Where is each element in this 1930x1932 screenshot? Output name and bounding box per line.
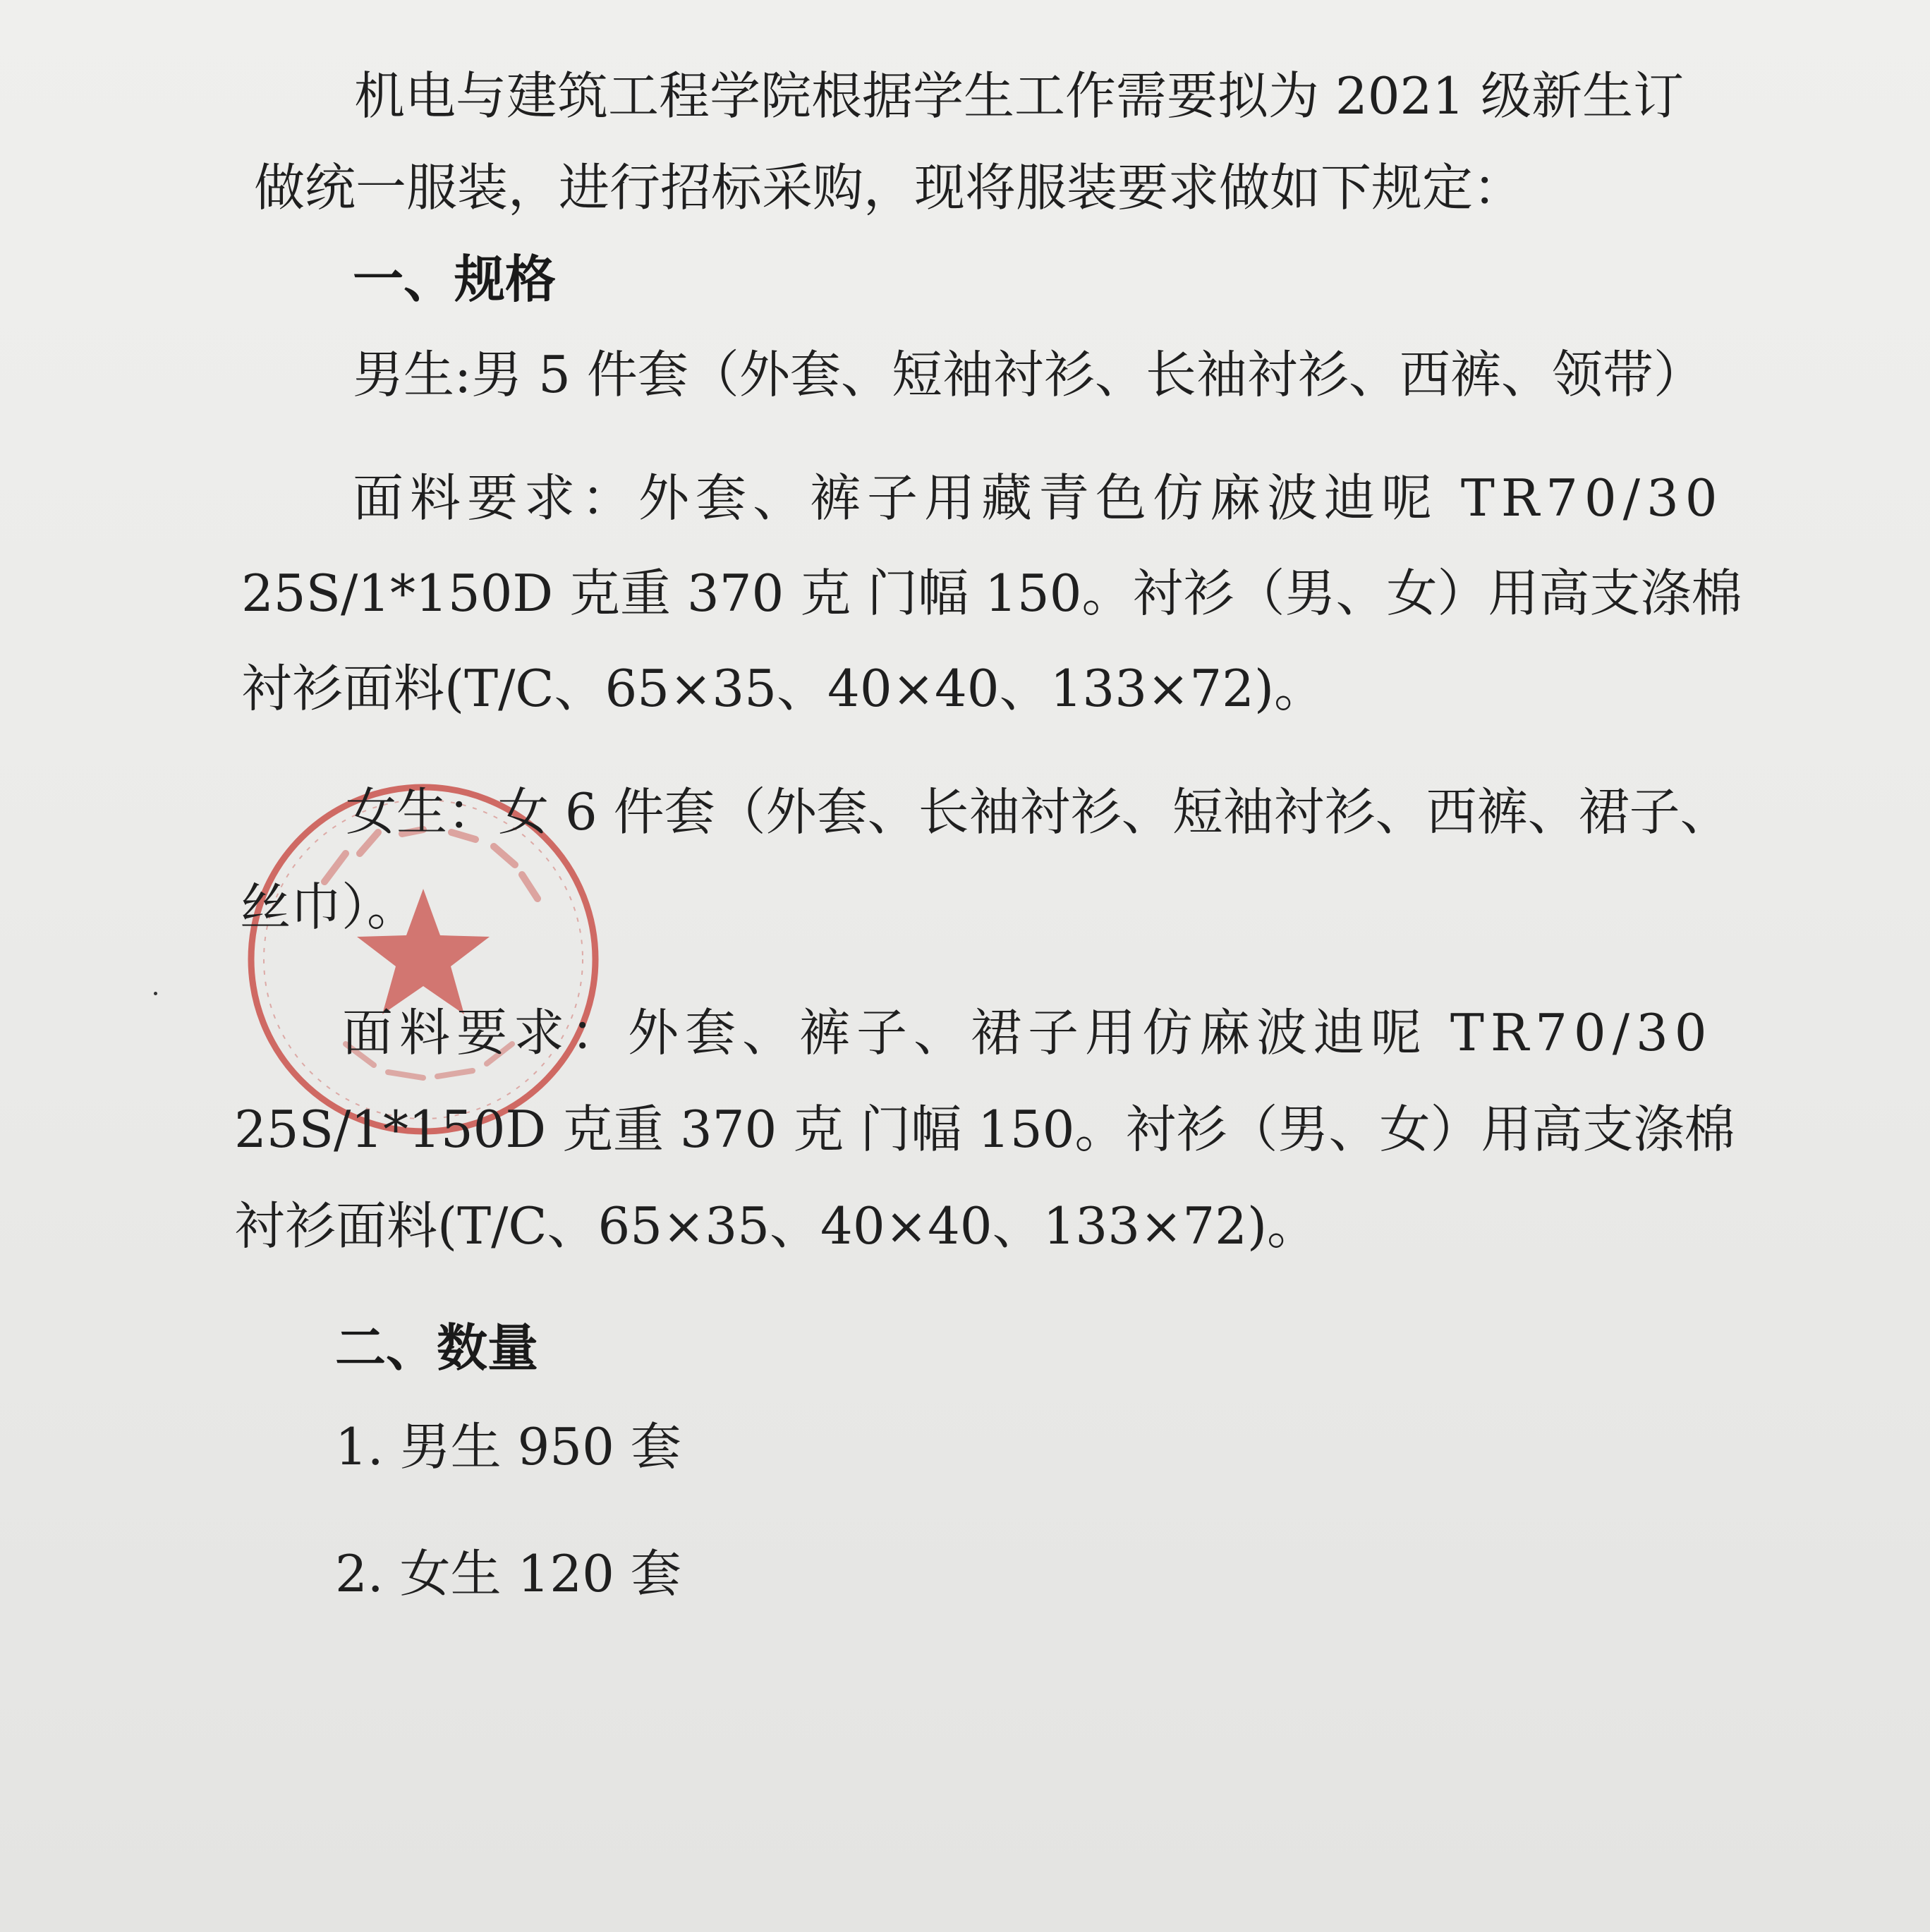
intro-line-1: 机电与建筑工程学院根据学生工作需要拟为 2021 级新生订: [354, 66, 1685, 126]
female-set-line-1: 女生：女 6 件套（外套、长袖衬衫、短袖衬衫、西裤、裙子、: [346, 782, 1731, 842]
quantity-male: 1. 男生 950 套: [335, 1417, 681, 1476]
paper-speck: [154, 992, 157, 995]
female-set-line-2: 丝巾）。: [240, 877, 418, 937]
male-fabric-line-1: 面料要求：外套、裤子用藏青色仿麻波迪呢 TR70/30: [353, 468, 1724, 528]
section-heading-specs: 一、规格: [353, 250, 557, 309]
male-fabric-line-2: 25S/1*150D 克重 370 克 门幅 150。衬衫（男、女）用高支涤棉: [241, 564, 1742, 623]
quantity-female: 2. 女生 120 套: [335, 1544, 681, 1603]
female-fabric-line-3: 衬衫面料(T/C、65×35、40×40、133×72)。: [234, 1196, 1318, 1256]
intro-line-2: 做统一服装，进行招标采购，现将服装要求做如下规定：: [254, 158, 1524, 217]
male-set-line: 男生:男 5 件套（外套、短袖衬衫、长袖衬衫、西裤、领带）: [353, 345, 1704, 404]
female-fabric-line-1: 面料要求：外套、裤子、裙子用仿麻波迪呢 TR70/30: [342, 1003, 1713, 1062]
female-fabric-line-2: 25S/1*150D 克重 370 克 门幅 150。衬衫（男、女）用高支涤棉: [234, 1100, 1735, 1159]
section-heading-quantity: 二、数量: [335, 1318, 539, 1378]
male-fabric-line-3: 衬衫面料(T/C、65×35、40×40、133×72)。: [241, 659, 1325, 718]
